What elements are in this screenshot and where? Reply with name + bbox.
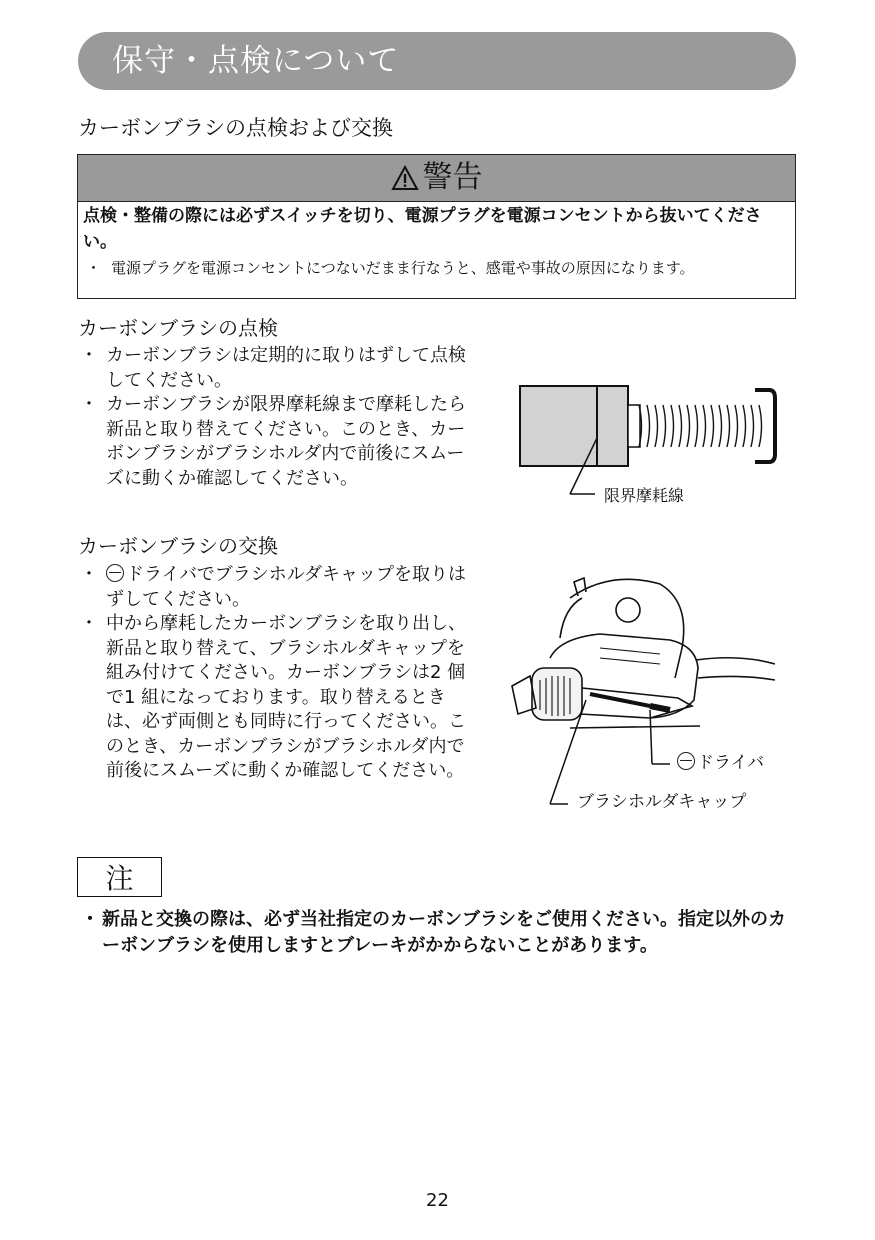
page-number: 22 bbox=[426, 1190, 449, 1211]
list-item-text: カーボンブラシが限界摩耗線まで摩耗したら新品と取り替えてください。このとき、カーボンブラシがブラシホルダ内で前後にスムーズに動くか確認してください。 bbox=[106, 394, 466, 489]
warning-triangle-icon bbox=[391, 165, 419, 191]
driver-label-text: ドライバ bbox=[697, 753, 765, 773]
minus-screwdriver-icon bbox=[106, 564, 124, 582]
note-text-body: 新品と交換の際は、必ず当社指定のカーボンブラシをご使用ください。指定以外のカーボンブラシを使用しますとブレーキがかからないことがあります。 bbox=[102, 909, 786, 956]
replacement-title: カーボンブラシの交換 bbox=[78, 534, 278, 558]
warning-box bbox=[77, 154, 796, 299]
list-item-text: カーボンブラシは定期的に取りはずして点検してください。 bbox=[106, 345, 466, 391]
page-title: 保守・点検について bbox=[112, 43, 400, 79]
list-item bbox=[78, 612, 468, 784]
inspection-title: カーボンブラシの点検 bbox=[78, 316, 278, 340]
warning-bullet-text: 電源プラグを電源コンセントにつないだまま行なうと、感電や事故の原因になります。 bbox=[111, 259, 695, 277]
list-item-text: ドライバでブラシホルダキャップを取りはずしてください。 bbox=[106, 564, 467, 610]
list-item bbox=[78, 393, 468, 491]
bullet-dot: ・ bbox=[86, 259, 102, 277]
replacement-list bbox=[78, 563, 468, 784]
note-text bbox=[78, 907, 798, 959]
warning-label: 警告 bbox=[422, 160, 483, 195]
bullet-dot: ・ bbox=[80, 345, 98, 366]
list-item bbox=[78, 563, 468, 612]
bullet-dot: ・ bbox=[80, 613, 98, 634]
list-item bbox=[78, 344, 468, 393]
inspection-list bbox=[78, 344, 468, 491]
bullet-dot: ・ bbox=[81, 909, 99, 930]
warning-bullet bbox=[83, 257, 788, 279]
circular-saw-illustration bbox=[500, 568, 775, 813]
minus-screwdriver-icon bbox=[677, 752, 695, 770]
brush-holder-cap-label: ブラシホルダキャップ bbox=[577, 792, 747, 812]
warning-main-text: 点検・整備の際には必ずスイッチを切り、電源プラグを電源コンセントから抜いてください。 bbox=[83, 206, 762, 252]
warning-header bbox=[78, 155, 795, 202]
section-title: カーボンブラシの点検および交換 bbox=[78, 116, 393, 140]
wear-limit-label: 限界摩耗線 bbox=[604, 486, 685, 505]
list-item-text: 中から摩耗したカーボンブラシを取り出し、新品と取り替えて、ブラシホルダキャップを組み付けてください。カーボンブラシは2 個で1 組になっております。取り替えるときは、必ず両側とも同時に行ってください。このとき、カーボンブラシがブラシホルダ内で前後にスムーズに動くか確認してください。 bbox=[106, 613, 466, 781]
driver-label bbox=[677, 751, 764, 775]
note-label: 注 bbox=[77, 857, 162, 897]
bullet-dot: ・ bbox=[80, 394, 98, 415]
bullet-dot: ・ bbox=[80, 564, 98, 585]
